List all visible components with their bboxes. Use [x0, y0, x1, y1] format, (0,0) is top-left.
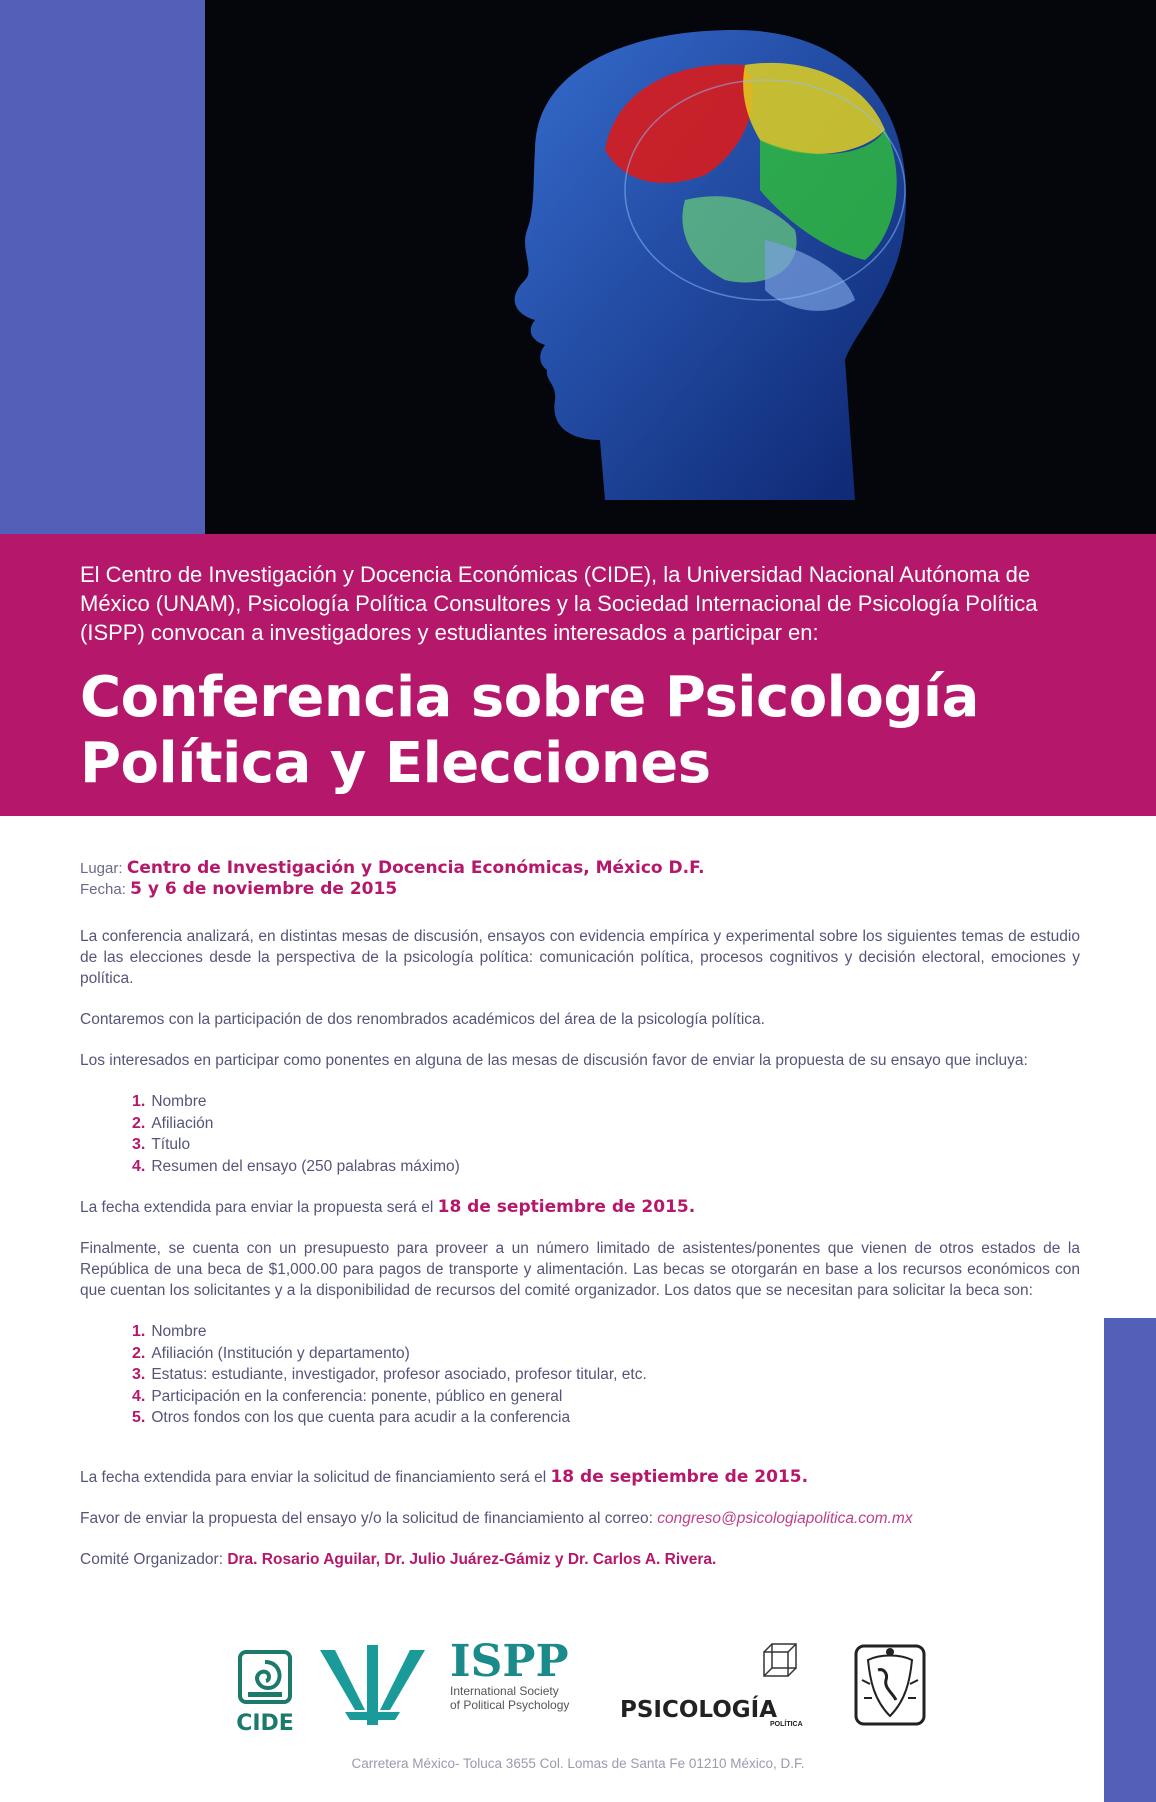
scholarship-requirements-list — [132, 1321, 1080, 1429]
list-item: 4. Resumen del ensayo (250 palabras máximo) — [132, 1157, 460, 1175]
brain-head-image — [205, 0, 1156, 534]
body-content — [80, 858, 1080, 1590]
hero-section — [0, 0, 1156, 534]
event-details — [80, 858, 1080, 900]
ispp-subtitle-1: International Society — [450, 1684, 559, 1698]
list-item: 4. Participación en la conferencia: ponente, público en general — [132, 1387, 563, 1405]
committee-names: Dra. Rosario Aguilar, Dr. Julio Juárez-Gámiz y Dr. Carlos A. Rivera. — [227, 1550, 717, 1568]
cide-spiral-icon — [238, 1650, 292, 1704]
proposal-requirements-list — [132, 1091, 1080, 1177]
psi-symbol-logo — [315, 1640, 430, 1730]
lugar-row — [80, 858, 1080, 879]
list-item: 3. Estatus: estudiante, investigador, profesor asociado, profesor titular, etc. — [132, 1366, 647, 1383]
list-item: 2. Afiliación — [132, 1114, 214, 1132]
proposal-deadline-date: 18 de septiembre de 2015. — [437, 1197, 696, 1217]
funding-deadline: La fecha extendida para enviar la solicitud de financiamiento será el 18 de septiembre de 2015. — [80, 1466, 809, 1487]
email-instruction: Favor de enviar la propuesta del ensayo y/o la solicitud de financiamiento al correo: congreso@psicologiapolitica.com.mx — [80, 1509, 913, 1527]
psicologia-logo-text: PSICOLOGÍA — [620, 1697, 778, 1723]
cube-icon — [760, 1640, 800, 1680]
footer-address: Carretera México- Toluca 3655 Col. Lomas de Santa Fe 01210 México, D.F. — [351, 1756, 805, 1771]
paragraph-topics: La conferencia analizará, en distintas mesas de discusión, ensayos con evidencia empírica y experimental sobre los siguientes temas de estudio de las elecciones desde la perspectiva de la psicología política: comunicación política, procesos cognitivos y decisión electoral, emociones y política. — [80, 928, 1080, 987]
fecha-label: Fecha: — [80, 881, 126, 898]
fecha-value: 5 y 6 de noviembre de 2015 — [130, 879, 398, 899]
psicologia-politica-logo — [620, 1640, 810, 1728]
list-item: 1. Nombre — [132, 1323, 207, 1340]
conference-title — [80, 665, 1096, 797]
cide-logo — [232, 1640, 298, 1736]
title-band — [0, 534, 1156, 816]
funding-deadline-date: 18 de septiembre de 2015. — [550, 1466, 809, 1487]
paragraph-scholarship: Finalmente, se cuenta con un presupuesto para proveer a un número limitado de asistentes/ponentes que vienen de otros estados de la República de una beca de $1,000.00 para pagos de transporte y alimentación. Las becas se otorgarán en base a los recursos económicos con que cuentan los solicitantes y a la disponibilidad de recursos del comité organizador. Los datos que se necesitan para solicitar la beca son: — [80, 1240, 1080, 1299]
sponsor-logos — [0, 1636, 1156, 1740]
list-item: 2. Afiliación (Institución y departamento) — [132, 1344, 410, 1362]
contact-email-link[interactable]: congreso@psicologiapolitica.com.mx — [657, 1509, 913, 1527]
lugar-value: Centro de Investigación y Docencia Económicas, México D.F. — [126, 858, 705, 878]
ispp-logo-text: ISPP — [450, 1636, 569, 1687]
organizing-committee: Comité Organizador: Dra. Rosario Aguilar, Dr. Julio Juárez-Gámiz y Dr. Carlos A. Rivera. — [80, 1550, 717, 1568]
unam-seal-logo — [850, 1640, 930, 1730]
paragraph-proposal: Los interesados en participar como ponentes en alguna de las mesas de discusión favor de enviar la propuesta de su ensayo que incluya: — [80, 1052, 1028, 1069]
cide-logo-text: CIDE — [236, 1711, 294, 1736]
brain-head-illustration — [205, 0, 1156, 534]
paragraph-participants: Contaremos con la participación de dos renombrados académicos del área de la psicología política. — [80, 1011, 765, 1028]
proposal-deadline: La fecha extendida para enviar la propuesta será el 18 de septiembre de 2015. — [80, 1197, 696, 1217]
list-item: 1. Nombre — [132, 1093, 207, 1110]
list-item: 3. Título — [132, 1136, 191, 1153]
ispp-subtitle-2: of Political Psychology — [450, 1698, 570, 1712]
intro-text: El Centro de Investigación y Docencia Económicas (CIDE), la Universidad Nacional Autónoma de México (UNAM), Psicología Política Consultores y la Sociedad Internacional de Psicología Política (ISPP) convocan a investigadores y estudiantes interesados a participar en: — [80, 562, 1038, 645]
ispp-logo — [450, 1636, 610, 1712]
list-item: 5. Otros fondos con los que cuenta para acudir a la conferencia — [132, 1409, 571, 1426]
psicologia-logo-subtext: POLÍTICA — [770, 1721, 803, 1728]
title-line-1: Conferencia sobre Psicología — [80, 665, 979, 730]
fecha-row — [80, 879, 1080, 900]
title-line-2: Política y Elecciones — [80, 731, 711, 796]
lugar-label: Lugar: — [80, 860, 123, 877]
hero-left-blue-block — [0, 0, 205, 534]
